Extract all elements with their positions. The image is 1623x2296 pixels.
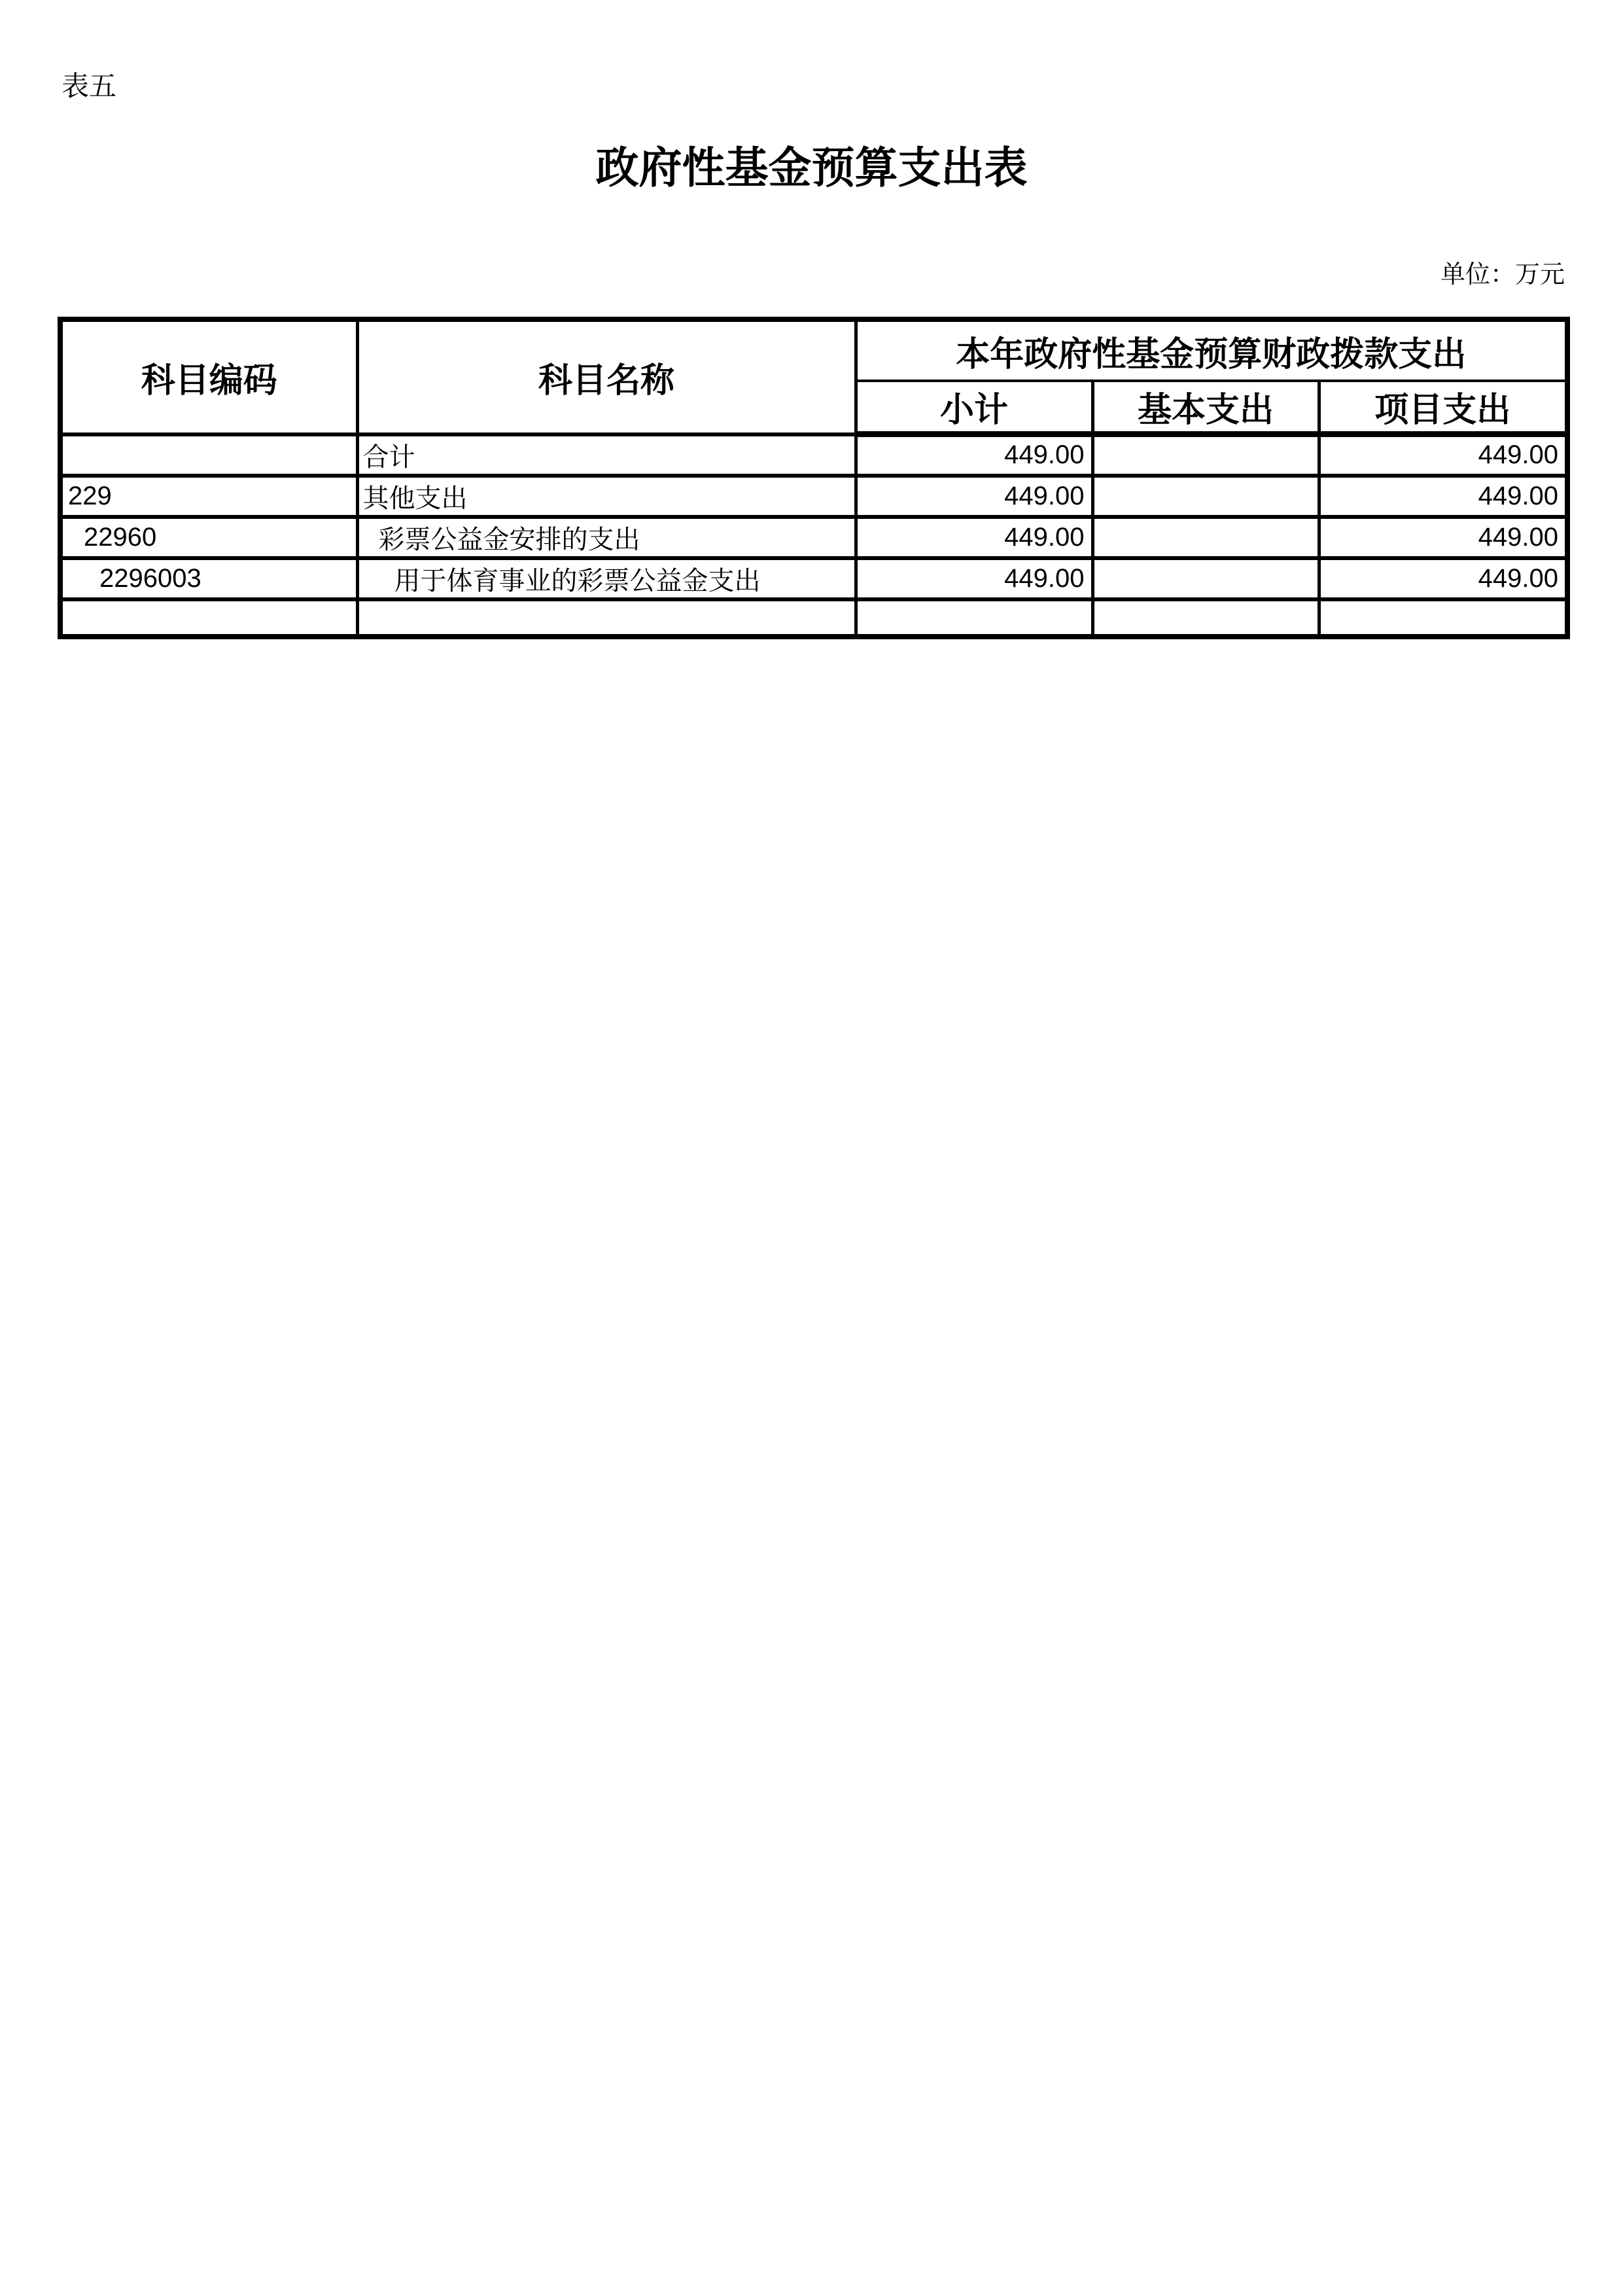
table-row bbox=[60, 599, 1567, 637]
document-tag: 表五 bbox=[61, 72, 117, 102]
cell-code: 229 bbox=[60, 476, 357, 517]
cell-code bbox=[60, 599, 357, 637]
cell-name: 其他支出 bbox=[357, 476, 856, 517]
header-subtotal: 小计 bbox=[856, 381, 1092, 434]
cell-name: 合计 bbox=[357, 434, 856, 476]
cell-subtotal bbox=[856, 599, 1092, 637]
cell-project: 449.00 bbox=[1319, 434, 1567, 476]
cell-project: 449.00 bbox=[1319, 517, 1567, 558]
cell-subtotal: 449.00 bbox=[856, 517, 1092, 558]
cell-project bbox=[1319, 599, 1567, 637]
cell-basic bbox=[1092, 599, 1319, 637]
header-name: 科目名称 bbox=[357, 319, 856, 434]
cell-project: 449.00 bbox=[1319, 558, 1567, 599]
table-row bbox=[60, 517, 1567, 558]
cell-basic bbox=[1092, 434, 1319, 476]
unit-label: 单位：万元 bbox=[1440, 261, 1565, 289]
budget-table bbox=[58, 317, 1570, 639]
table-body bbox=[60, 434, 1567, 637]
cell-code: 22960 bbox=[60, 517, 357, 558]
cell-code: 2296003 bbox=[60, 558, 357, 599]
header-code: 科目编码 bbox=[60, 319, 357, 434]
cell-basic bbox=[1092, 517, 1319, 558]
table-header bbox=[60, 319, 1567, 434]
cell-basic bbox=[1092, 558, 1319, 599]
cell-project: 449.00 bbox=[1319, 476, 1567, 517]
page-title: 政府性基金预算支出表 bbox=[595, 145, 1028, 192]
cell-basic bbox=[1092, 476, 1319, 517]
table-row bbox=[60, 434, 1567, 476]
table-row bbox=[60, 476, 1567, 517]
cell-name bbox=[357, 599, 856, 637]
cell-subtotal: 449.00 bbox=[856, 434, 1092, 476]
header-basic: 基本支出 bbox=[1092, 381, 1319, 434]
cell-subtotal: 449.00 bbox=[856, 476, 1092, 517]
table-row bbox=[60, 558, 1567, 599]
cell-name: 用于体育事业的彩票公益金支出 bbox=[357, 558, 856, 599]
header-group: 本年政府性基金预算财政拨款支出 bbox=[856, 319, 1567, 381]
cell-name: 彩票公益金安排的支出 bbox=[357, 517, 856, 558]
header-project: 项目支出 bbox=[1319, 381, 1567, 434]
cell-subtotal: 449.00 bbox=[856, 558, 1092, 599]
cell-code bbox=[60, 434, 357, 476]
header-row-group bbox=[60, 319, 1567, 381]
